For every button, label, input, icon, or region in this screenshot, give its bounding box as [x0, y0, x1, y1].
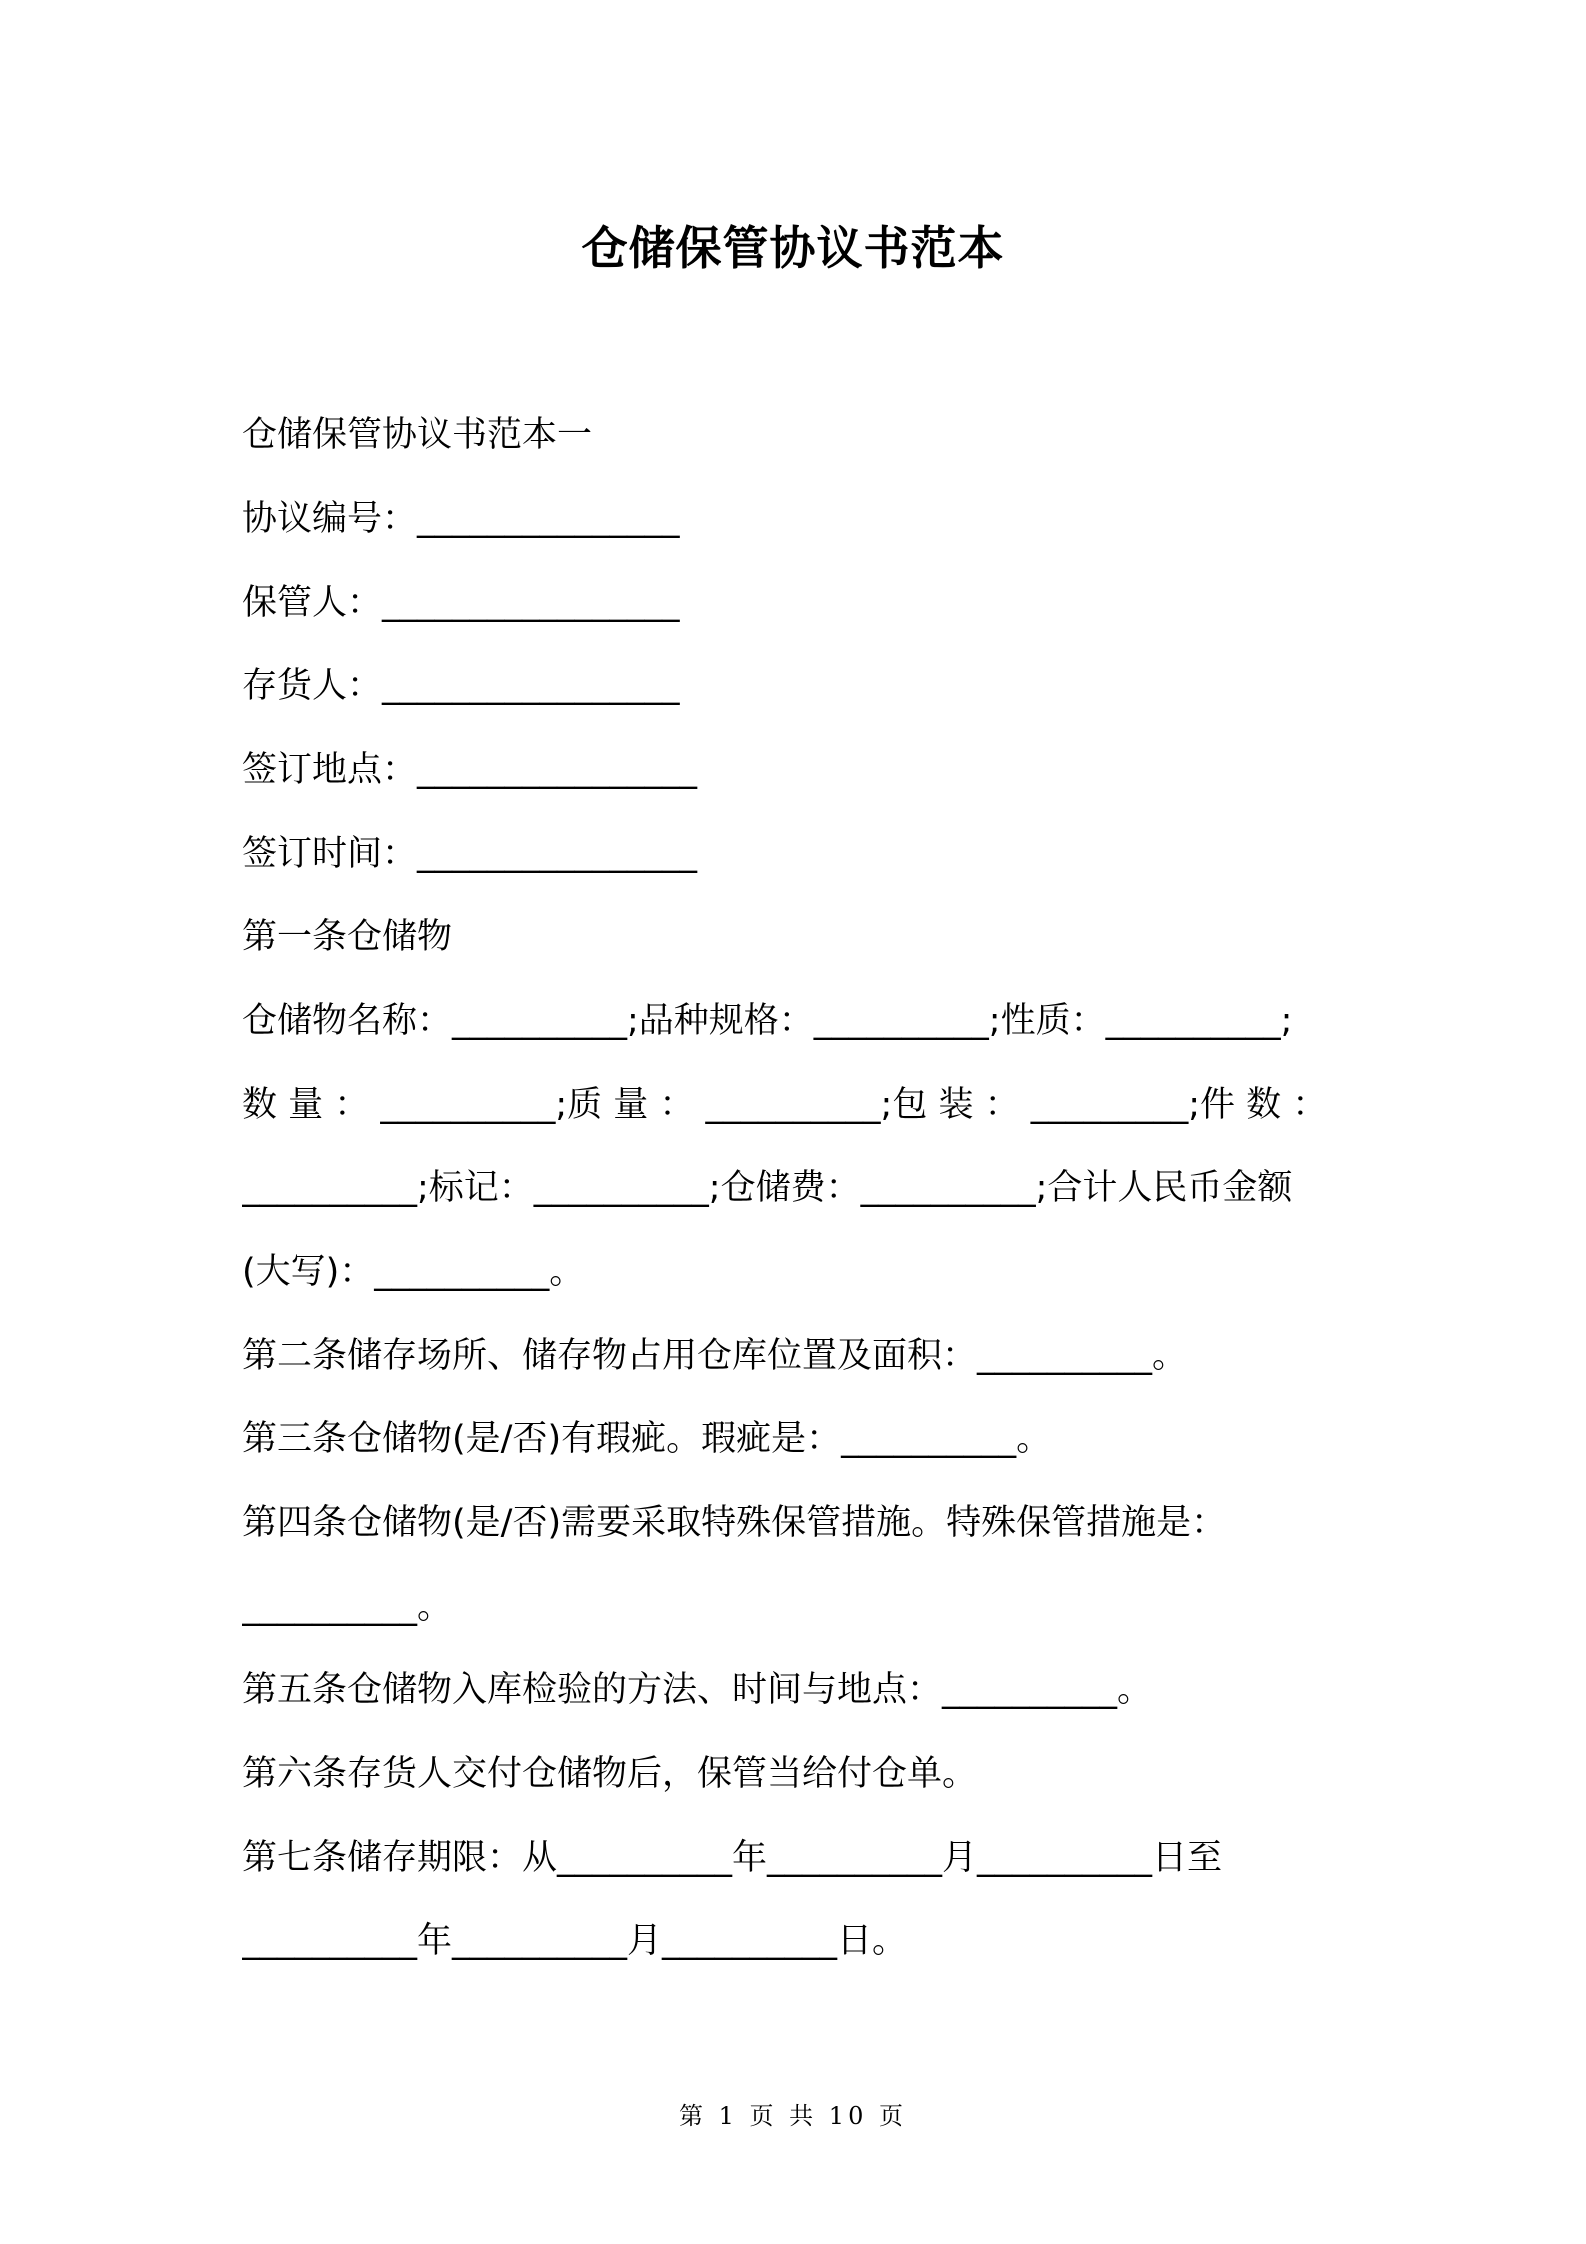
- article-4-line-1: 第四条仓储物(是/否)需要采取特殊保管措施。特殊保管措施是：: [242, 1503, 1227, 1543]
- article-2-line: 第二条储存场所、储存物占用仓库位置及面积：__________。: [242, 1336, 1188, 1376]
- article-3-line: 第三条仓储物(是/否)有瑕疵。瑕疵是：__________。: [242, 1419, 1052, 1459]
- signing-time-line: 签订时间：________________: [242, 834, 698, 874]
- page-footer: 第 1 页 共 10 页: [679, 2102, 907, 2130]
- article-5-line: 第五条仓储物入库检验的方法、时间与地点：__________。: [242, 1670, 1153, 1710]
- article-7-line-1: 第七条储存期限：从__________年__________月__________日至: [242, 1838, 1223, 1878]
- article-7-line-2: __________年__________月__________日。: [242, 1921, 908, 1961]
- article-4-line-2: __________。: [242, 1587, 453, 1627]
- article-1-line-1: 仓储物名称：__________;品种规格：__________;性质：__________;: [242, 1001, 1293, 1041]
- section-heading: 仓储保管协议书范本一: [242, 415, 593, 455]
- document-title: 仓储保管协议书范本: [581, 221, 1005, 275]
- depositor-line: 存货人：_________________: [242, 666, 680, 706]
- article-1-line-4: (大写)：__________。: [242, 1252, 585, 1292]
- signing-place-line: 签订地点：________________: [242, 750, 698, 790]
- article-1-heading: 第一条仓储物: [242, 917, 453, 957]
- agreement-number-line: 协议编号：_______________: [242, 499, 680, 539]
- custodian-line: 保管人：_________________: [242, 583, 680, 623]
- article-1-line-2: 数 量 ： __________;质 量 ： __________;包 装 ： _________;件 数 ：: [242, 1085, 1328, 1125]
- article-6-line: 第六条存货人交付仓储物后，保管当给付仓单。: [242, 1754, 978, 1794]
- article-1-line-3: __________;标记：__________;仓储费：__________;合计人民币金额: [242, 1168, 1293, 1208]
